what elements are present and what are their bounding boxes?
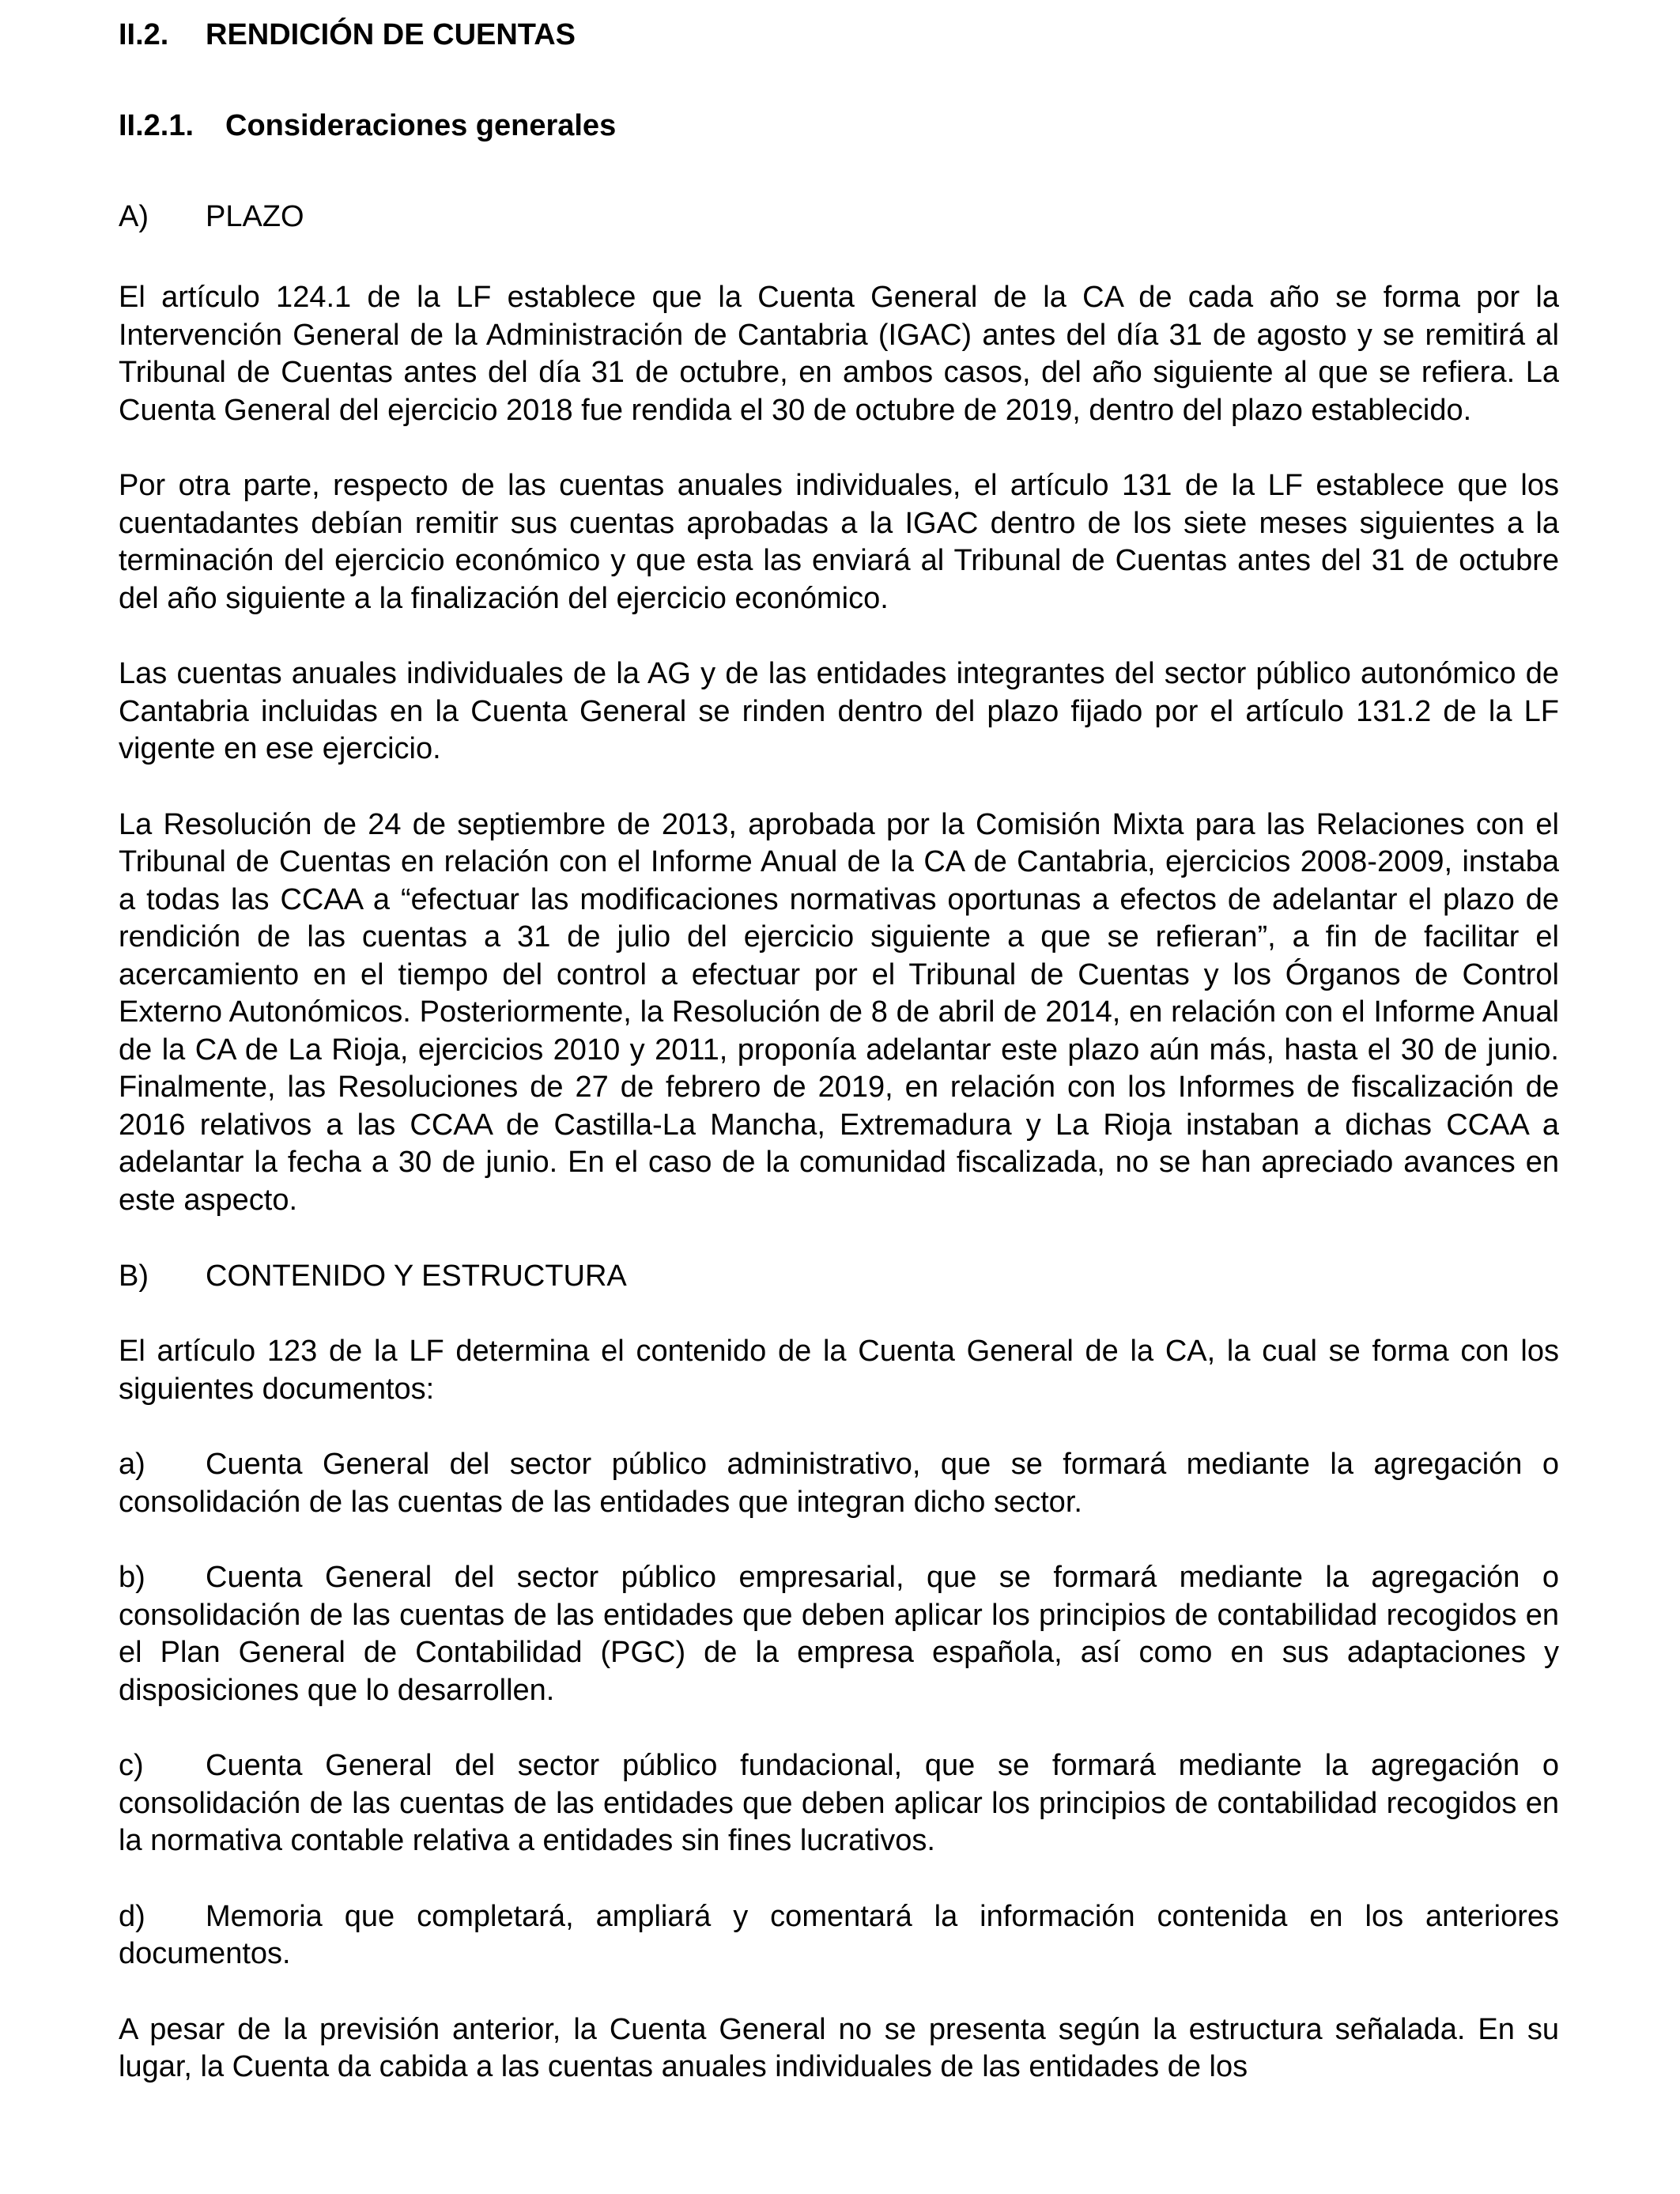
part-b-letter: B) [119,1259,149,1293]
list-item-text: Cuenta General del sector público administrativo, que se formará mediante la agregación o consolidación de las cuentas de las entidades que integran dicho sector. [119,1448,1559,1519]
section-title: RENDICIÓN DE CUENTAS [206,18,576,51]
list-item [119,1747,1559,1860]
list-item-text: Cuenta General del sector público fundacional, que se formará mediante la agregación o consolidación de las cuentas de las entidades que deben aplicar los principios de contabilidad recogidos en la normativa contable relativa a entidades sin fines lucrativos. [119,1749,1559,1857]
subsection-title: Consideraciones generales [225,109,617,142]
list-item-label: c) [119,1749,144,1782]
part-a-letter: A) [119,200,149,233]
subsection-number: II.2.1. [119,109,194,142]
paragraph: Las cuentas anuales individuales de la AG y de las entidades integrantes del sector público autonómico de Cantabria incluidas en la Cuenta General se rinden dentro del plazo fijado por el artículo 131.2 de la LF vigente en ese ejercicio. [119,657,1559,765]
part-b-title: CONTENIDO Y ESTRUCTURA [206,1259,627,1293]
part-b-intro: El artículo 123 de la LF determina el contenido de la Cuenta General de la CA, la cual se forma con los siguientes documentos: [119,1335,1559,1406]
list-item-label: b) [119,1561,145,1594]
closing-paragraph: A pesar de la previsión anterior, la Cuenta General no se presenta según la estructura señalada. En su lugar, la Cuenta da cabida a las cuentas anuales individuales de las entidades de los [119,2012,1559,2083]
section-number: II.2. [119,18,169,51]
list-item-text: Memoria que completará, ampliará y comentará la información contenida en los anteriores documentos. [119,1899,1559,1970]
list-item [119,1898,1559,1973]
part-b-heading [119,1256,1559,1297]
paragraph: El artículo 124.1 de la LF establece que la Cuenta General de la CA de cada año se forma por la Intervención General de la Administración de Cantabria (IGAC) antes del día 31 de agosto y se remitirá al Tribunal de Cuentas antes del día 31 de octubre, en ambos casos, del año siguiente al que se refiera. La Cuenta General del ejercicio 2018 fue rendida el 30 de octubre de 2019, dentro del plazo establecido. [119,281,1559,427]
list-item-text: Cuenta General del sector público empresarial, que se formará mediante la agregación o consolidación de las cuentas de las entidades que deben aplicar los principios de contabilidad recogidos en el Plan General de Contabilidad (PGC) de la empresa española, así como en sus adaptaciones y disposiciones que lo desarrollen. [119,1561,1559,1707]
list-item-label: a) [119,1448,145,1481]
part-a-heading [119,196,1559,237]
paragraph: Por otra parte, respecto de las cuentas anuales individuales, el artículo 131 de la LF establece que los cuentadantes debían remitir sus cuentas aprobadas a la IGAC dentro de los siete meses siguientes a la terminación del ejercicio económico y que esta las enviará al Tribunal de Cuentas antes del 31 de octubre del año siguiente a la finalización del ejercicio económico. [119,469,1559,615]
list-item-label: d) [119,1899,145,1933]
section-heading [119,14,1559,55]
subsection-heading [119,105,1559,146]
list-item [119,1559,1559,1709]
paragraph: La Resolución de 24 de septiembre de 2013, aprobada por la Comisión Mixta para las Relaciones con el Tribunal de Cuentas en relación con el Informe Anual de la CA de Cantabria, ejercicios 2008-2009, instaba a todas las CCAA a “efectuar las modificaciones normativas oportunas a efectos de adelantar el plazo de rendición de las cuentas a 31 de julio del ejercicio siguiente a que se refieran”, a fin de facilitar el acercamiento en el tiempo del control a efectuar por el Tribunal de Cuentas y los Órganos de Control Externo Autonómicos. Posteriormente, la Resolución de 8 de abril de 2014, en relación con el Informe Anual de la CA de La Rioja, ejercicios 2010 y 2011, proponía adelantar este plazo aún más, hasta el 30 de junio. Finalmente, las Resoluciones de 27 de febrero de 2019, en relación con los Informes de fiscalización de 2016 relativos a las CCAA de Castilla-La Mancha, Extremadura y La Rioja instaban a dichas CCAA a adelantar la fecha a 30 de junio. En el caso de la comunidad fiscalizada, no se han apreciado avances en este aspecto. [119,807,1559,1217]
document-page [119,14,1559,2086]
list-item [119,1446,1559,1521]
part-a-title: PLAZO [206,200,304,233]
